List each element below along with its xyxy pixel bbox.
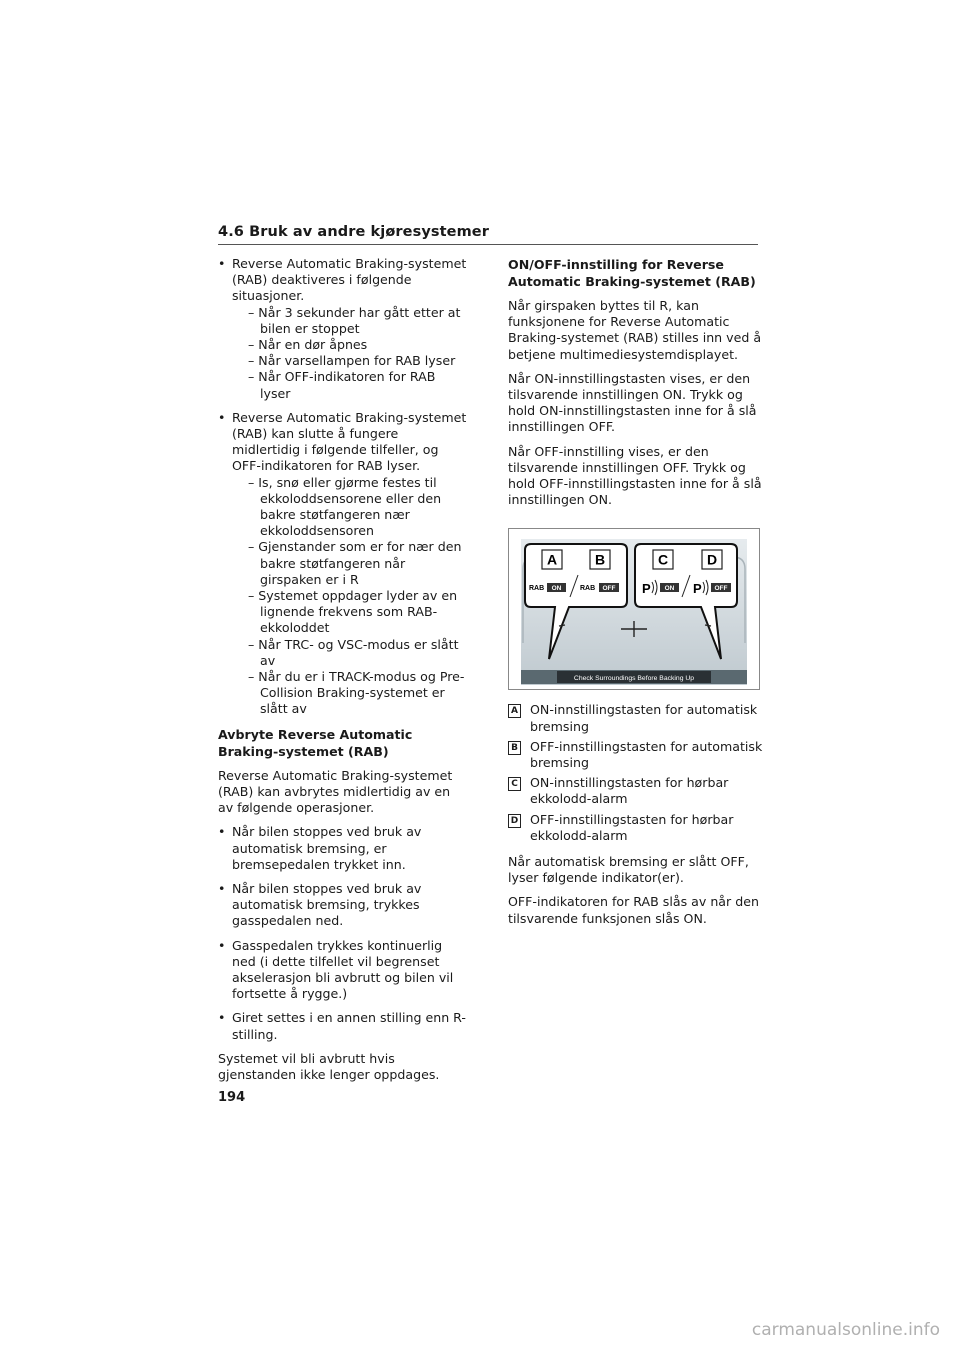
sub-item: – Når 3 sekunder har gått etter at bilen er stoppet [248,304,461,336]
key-c-label: C [657,551,669,568]
cancel-heading: Avbryte Reverse Automatic Braking-systemet (RAB) [218,726,413,759]
page-number: 194 [218,1090,246,1105]
paragraph: OFF-indikatoren for RAB slås av når den tilsvarende funksjonen slås ON. [508,894,759,926]
cancel-bullet: • Når bilen stoppes ved bruk av automatisk bremsing, trykkes gasspedalen ned. [218,881,468,930]
legend-item-c [508,775,763,807]
display-figure [508,528,760,690]
cancel-bullet: • Gasspedalen trykkes kontinuerlig ned (i dette tilfellet vil begrenset akselerasjon bli avbrutt og bilen vil fortsette å rygge.) [218,938,468,1003]
section-header [218,224,758,245]
sub-item: – Når varsellampen for RAB lyser [248,353,456,369]
right-column [508,256,763,935]
bullet-temporary-stop: • Reverse Automatic Braking-systemet (RAB) kan slutte å fungere midlertidig i følgende tilfeller, og OFF-indikatoren for RAB lyser. – Is, snø eller gjørme festes til ekkoloddsensorene eller den bakre støtfangeren nær ekkoloddsensoren – Gjenstander som er for nær den bakre støtfangeren når girspaken er i R – Systemet oppdager lyder av en lignende frekvens som RAB-ekkoloddet – Når TRC- og VSC-modus er slått av – Når du er i TRACK-modus og Pre-Collision Braking-systemet er slått av [218,410,468,718]
off-badge-label: OFF [714,585,728,593]
legend-key: A [508,704,521,718]
parking-sensor-icon: P [693,581,702,597]
rab-label: RAB [529,585,545,593]
end-paragraph: Systemet vil bli avbrutt hvis gjenstanden ikke lenger oppdages. [218,1050,440,1082]
bullet-deactivation: • Reverse Automatic Braking-systemet (RAB) deaktiveres i følgende situasjoner. – Når 3 sekunder har gått etter at bilen er stoppet – Når en dør åpnes – Når varsellampen for RAB lyser – Når OFF-indikatoren for RAB lyser [218,256,468,402]
onoff-heading: ON/OFF-innstilling for Reverse Automatic Braking-systemet (RAB) [508,257,756,289]
watermark: carmanualsonline.info [751,1320,940,1340]
parking-sensor-icon: P [642,581,651,597]
banner-text: Check Surroundings Before Backing Up [573,675,695,683]
legend-text: ON-innstillingstasten for hørbar ekkolodd-alarm [530,775,729,807]
paragraph: Når OFF-innstilling vises, er den tilsvarende innstillingen OFF. Trykk og hold OFF-innstillingstasten inne for å slå innstillingen ON. [508,443,762,508]
sub-item: – Is, snø eller gjørme festes til ekkoloddsensorene eller den bakre støtfangeren nær ekkoloddsensoren [248,474,442,539]
off-badge-label: OFF [602,585,616,593]
on-badge-label: ON [664,585,675,593]
left-column [218,256,468,1091]
legend-key: B [508,741,521,755]
paragraph: Når girspaken byttes til R, kan funksjonene for Reverse Automatic Braking-systemet (RAB) stilles inn ved å betjene multimediesystemdisplayet. [508,298,762,362]
legend-key: C [508,777,521,791]
legend-text: ON-innstillingstasten for automatisk bremsing [530,702,758,734]
sub-item: – Når OFF-indikatoren for RAB lyser [248,369,436,401]
sub-item: – Når du er i TRACK-modus og Pre-Collision Braking-systemet er slått av [248,669,465,717]
legend-key: D [508,814,521,828]
key-d-label: D [706,551,718,568]
key-b-label: B [594,551,606,568]
cancel-bullet: • Giret settes i en annen stilling enn R-stilling. [218,1010,468,1042]
header-rule [218,244,758,245]
sub-item: – Når en dør åpnes [248,337,368,353]
key-a-label: A [546,551,558,568]
legend-item-b [508,739,763,771]
cancel-paragraph: Reverse Automatic Braking-systemet (RAB) kan avbrytes midlertidig av en av følgende operasjoner. [218,767,453,816]
sub-item: – Systemet oppdager lyder av en lignende frekvens som RAB-ekkoloddet [248,588,458,636]
display-illustration [509,529,759,689]
rab-label: RAB [580,585,596,593]
legend-item-a [508,702,763,734]
section-title: 4.6 Bruk av andre kjøresystemer [218,224,489,240]
on-badge-label: ON [551,585,562,593]
legend-text: OFF-innstillingstasten for automatisk bremsing [530,738,763,771]
paragraph: Når automatisk bremsing er slått OFF, lyser følgende indikator(er). [508,854,749,886]
cancel-bullet: • Når bilen stoppes ved bruk av automatisk bremsing, er bremsepedalen trykket inn. [218,824,468,873]
sub-item: – Gjenstander som er for nær den bakre støtfangeren når girspaken er i R [248,539,462,587]
legend-text: OFF-innstillingstasten for hørbar ekkolodd-alarm [530,811,734,843]
legend-item-d [508,812,763,844]
paragraph: Når ON-innstillingstasten vises, er den tilsvarende innstillingen ON. Trykk og hold ON-innstillingstasten inne for å slå innstillingen OFF. [508,370,757,435]
sub-item: – Når TRC- og VSC-modus er slått av [248,636,459,668]
